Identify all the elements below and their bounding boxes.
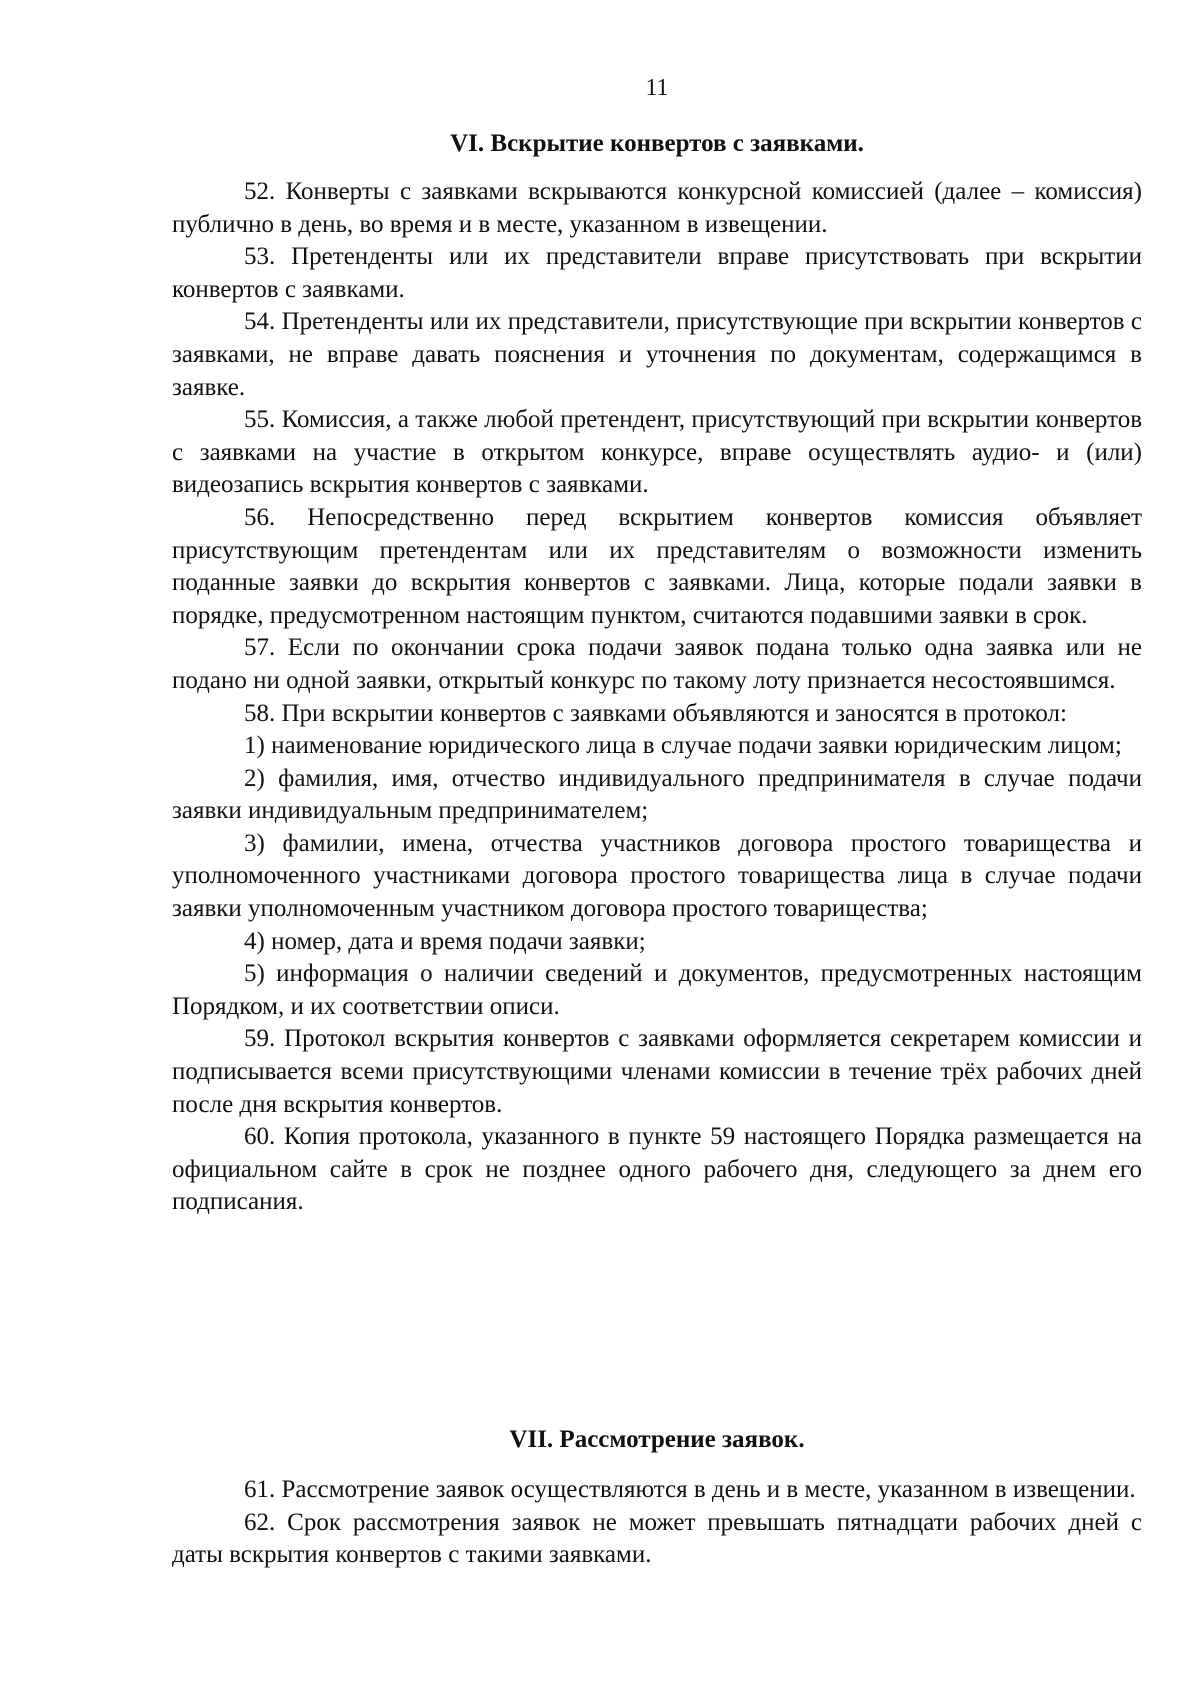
paragraph-54: 54. Претенденты или их представители, присутствующие при вскрытии конвертов с заявками, не вправе давать пояснения и уточнения по документам, содержащимся в заявке. xyxy=(172,308,1142,401)
paragraph-55: 55. Комиссия, а также любой претендент, присутствующий при вскрытии конвертов с заявками на участие в открытом конкурсе, вправе осуществлять аудио- и (или) видеозапись вскрытия конвертов с заявками. xyxy=(172,406,1142,499)
section-heading-7: VII. Рассмотрение заявок. xyxy=(509,1426,805,1453)
list-item-58-2: 2) фамилия, имя, отчество индивидуального предпринимателя в случае подачи заявки индивидуальным предпринимателем; xyxy=(172,764,1142,825)
paragraph-61: 61. Рассмотрение заявок осуществляются в день и в месте, указанном в извещении. xyxy=(244,1476,1136,1503)
section-7-body xyxy=(172,1474,1142,1572)
list-item-58-1: 1) наименование юридического лица в случае подачи заявки юридическим лицом; xyxy=(244,732,1122,760)
list-item-58-4: 4) номер, дата и время подачи заявки; xyxy=(244,927,646,955)
paragraph-59: 59. Протокол вскрытия конвертов с заявками оформляется секретарем комиссии и подписывается всеми присутствующими членами комиссии в течение трёх рабочих дней после дня вскрытия конвертов. xyxy=(172,1025,1142,1118)
section-heading-6: VI. Вскрытие конвертов с заявками. xyxy=(450,130,864,157)
paragraph-62: 62. Срок рассмотрения заявок не может превышать пятнадцати рабочих дней с даты вскрытия конвертов с такими заявками. xyxy=(172,1508,1142,1569)
paragraph-58: 58. При вскрытии конвертов с заявками объявляются и заносятся в протокол: xyxy=(244,699,1067,727)
page-number: 11 xyxy=(645,75,669,101)
paragraph-57: 57. Если по окончании срока подачи заявок подана только одна заявка или не подано ни одной заявки, открытый конкурс по такому лоту признается несостоявшимся. xyxy=(172,634,1142,694)
list-item-58-5: 5) информация о наличии сведений и документов, предусмотренных настоящим Порядком, и их соответствии описи. xyxy=(172,960,1142,1020)
paragraph-52: 52. Конверты с заявками вскрываются конкурсной комиссией (далее – комиссия) публично в день, во время и в месте, указанном в извещении. xyxy=(172,178,1142,238)
paragraph-53: 53. Претенденты или их представители вправе присутствовать при вскрытии конвертов с заявками. xyxy=(172,243,1142,303)
paragraph-60: 60. Копия протокола, указанного в пункте 59 настоящего Порядка размещается на официальном сайте в срок не позднее одного рабочего дня, следующего за днем его подписания. xyxy=(172,1123,1142,1216)
list-item-58-3: 3) фамилии, имена, отчества участников договора простого товарищества и уполномоченного участниками договора простого товарищества лица в случае подачи заявки уполномоченным участником договора простого товарищества; xyxy=(172,829,1142,923)
paragraph-56: 56. Непосредственно перед вскрытием конвертов комиссия объявляет присутствующим претендентам или их представителям о возможности изменить поданные заявки до вскрытия конвертов с заявками. Лица, которые подали заявки в порядке, предусмотренном настоящим пунктом, считаются подавшими заявки в срок. xyxy=(172,503,1142,629)
section-6-body xyxy=(172,176,1142,1219)
